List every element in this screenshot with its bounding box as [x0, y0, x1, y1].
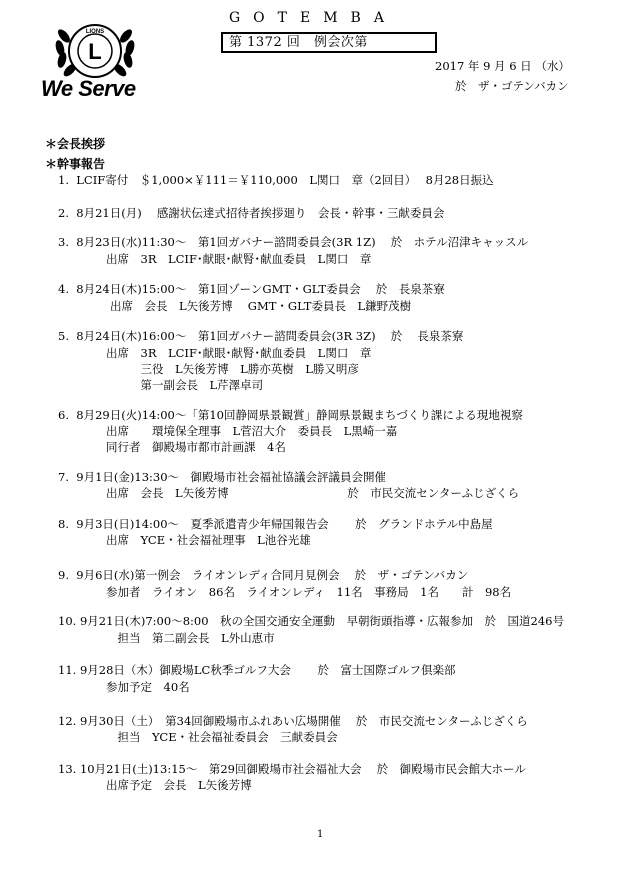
report-item-detail: 参加者 ライオン 86名 ライオンレディ 11名 事務局 1名 計 98名 — [106, 585, 512, 599]
meeting-subtitle: 第 1372 回 例会次第 — [221, 32, 437, 53]
report-item-detail: 出席 YCE・社会福祉理事 L池谷光雄 — [106, 533, 311, 547]
we-serve-slogan: We Serve — [41, 76, 136, 101]
report-item-detail: 担当 YCE・社会福祉委員会 三献委員会 — [106, 730, 338, 744]
section-secretary-report: ＊幹事報告 — [45, 157, 106, 171]
report-item-detail: 参加予定 40名 — [106, 680, 190, 694]
logo-ring-text: LIONS — [85, 29, 105, 35]
report-item: 11. 9月28日（木）御殿場LC秋季ゴルフ大会 於 富士国際ゴルフ倶楽部 — [58, 663, 456, 677]
report-item-detail: 担当 第二副会長 L外山恵市 — [106, 631, 275, 645]
report-item-detail: 出席 3R LCIF･献眼･献腎･献血委員 L関口 章 — [106, 346, 372, 360]
report-item-detail: 出席 会長 L矢後芳博 於 市民交流センターふじざくら — [106, 486, 520, 500]
report-item: 13. 10月21日(土)13:15～ 第29回御殿場市社会福祉大会 於 御殿場市民会館大ホール — [58, 762, 526, 776]
report-item: 2. 8月21日(月) 感謝状伝達式招待者挨拶廻り 会長・幹事・三献委員会 — [58, 206, 445, 220]
report-item: 9. 9月6日(水)第一例会 ライオンレディ合同月見例会 於 ザ・ゴテンバカン — [58, 568, 469, 582]
logo-letter: L — [88, 39, 102, 64]
report-item: 6. 8月29日(火)14:00～「第10回静岡県景観賞」静岡県景観まちづくり課による現地視察 — [58, 408, 523, 422]
page-number: 1 — [317, 829, 324, 840]
section-president-greeting: ＊会長挨拶 — [45, 137, 106, 151]
report-item: 3. 8月23日(水)11:30～ 第1回ガバナー諮問委員会(3R 1Z) 於 ホテル沼津キャッスル — [58, 235, 529, 249]
report-item: 1. LCIF寄付 ＄1,000×￥111＝￥110,000 L関口 章（2回目） 8月28日振込 — [58, 173, 494, 187]
meeting-venue: 於 ザ・ゴテンバカン — [455, 79, 569, 93]
report-item: 5. 8月24日(木)16:00～ 第1回ガバナー諮問委員会(3R 3Z) 於 長泉茶寮 — [58, 329, 464, 343]
meeting-date: 2017 年 9 月 6 日 （水） — [435, 59, 570, 73]
report-item: 7. 9月1日(金)13:30～ 御殿場市社会福祉協議会評議員会開催 — [58, 470, 387, 484]
report-item-detail: 第一副会長 L芹澤卓司 — [106, 378, 264, 392]
report-item: 8. 9月3日(日)14:00～ 夏季派遣青少年帰国報告会 於 グランドホテル中島屋 — [58, 517, 493, 531]
report-item-detail: 出席 会長 L矢後芳博 GMT・GLT委員長 L鎌野茂樹 — [110, 299, 412, 313]
report-item-detail: 出席 環境保全理事 L菅沼大介 委員長 L黒崎一嘉 — [106, 424, 398, 438]
report-item-detail: 出席予定 会長 L矢後芳博 — [106, 778, 252, 792]
report-item: 12. 9月30日（土） 第34回御殿場市ふれあい広場開催 於 市民交流センターふじざくら — [58, 714, 528, 728]
report-item-detail: 同行者 御殿場市都市計画課 4名 — [106, 440, 286, 454]
report-item: 10. 9月21日(木)7:00～8:00 秋の全国交通安全運動 早朝街頭指導・広報参加 於 国道246号 — [58, 614, 564, 628]
report-item-detail: 出席 3R LCIF･献眼･献腎･献血委員 L関口 章 — [106, 252, 372, 266]
report-item-detail: 三役 L矢後芳博 L勝亦英樹 L勝又明彦 — [106, 362, 359, 376]
report-item: 4. 8月24日(木)15:00～ 第1回ゾーンGMT・GLT委員会 於 長泉茶寮 — [58, 282, 445, 296]
club-title: GOTEMBA — [229, 10, 397, 26]
